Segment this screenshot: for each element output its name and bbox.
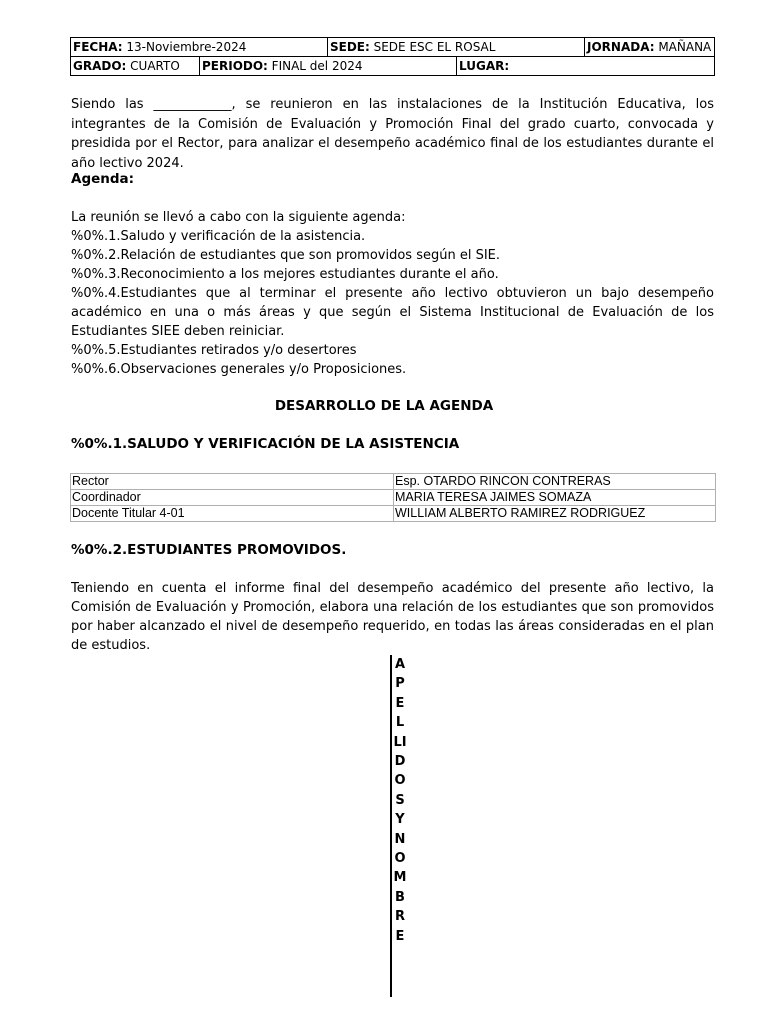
attendance-role: Docente Titular 4-01: [71, 506, 394, 522]
sede-cell: [328, 38, 585, 57]
header-row-1: [71, 38, 715, 57]
jornada-value: MAÑANA: [654, 40, 712, 54]
sede-label: SEDE:: [330, 40, 370, 54]
periodo-value: FINAL del 2024: [267, 59, 363, 73]
header-table: [70, 37, 715, 76]
attendance-role: Coordinador: [71, 490, 394, 506]
section2-title: %0%.2.ESTUDIANTES PROMOVIDOS.: [71, 542, 347, 558]
desarrollo-title: DESARROLLO DE LA AGENDA: [274, 398, 494, 414]
lugar-label: LUGAR:: [459, 59, 510, 73]
agenda-item-2: %0%.2.Relación de estudiantes que son promovidos según el SIE.: [71, 248, 501, 263]
agenda-item-4: %0%.4.Estudiantes que al terminar el presente año lectivo obtuvieron un bajo desempeño académico en una o más áreas y que según el Sistema Institucional de Evaluación de los Estudiantes SIEE deben reiniciar.: [71, 286, 714, 339]
attendance-role: Rector: [71, 474, 394, 490]
agenda-item-5: %0%.5.Estudiantes retirados y/o desertores: [71, 343, 357, 358]
agenda-item-6: %0%.6.Observaciones generales y/o Proposiciones.: [71, 362, 407, 377]
section1-title: %0%.1.SALUDO Y VERIFICACIÓN DE LA ASISTENCIA: [71, 436, 460, 452]
attendance-table: [70, 473, 716, 522]
lugar-cell: [457, 57, 715, 75]
table-left-border: [390, 655, 392, 997]
attendance-row: [71, 474, 716, 490]
jornada-label: JORNADA:: [587, 40, 655, 54]
attendance-row: [71, 490, 716, 506]
header-row-2: [71, 57, 715, 76]
attendance-name: Esp. OTARDO RINCON CONTRERAS: [394, 474, 716, 490]
agenda-title: Agenda:: [71, 171, 135, 187]
vertical-column-header: APELLIDOS Y NOMBRE: [393, 657, 407, 944]
agenda-item-1: %0%.1.Saludo y verificación de la asistencia.: [71, 229, 366, 244]
periodo-label: PERIODO:: [202, 59, 268, 73]
fecha-label: FECHA:: [73, 40, 123, 54]
grado-value: CUARTO: [126, 59, 180, 73]
agenda-lead: La reunión se llevó a cabo con la siguiente agenda:: [71, 210, 406, 225]
periodo-cell: [200, 57, 457, 75]
agenda-item-3: %0%.3.Reconocimiento a los mejores estudiantes durante el año.: [71, 267, 499, 282]
attendance-name: WILLIAM ALBERTO RAMIREZ RODRIGUEZ: [394, 506, 716, 522]
fecha-value: 13-Noviembre-2024: [122, 40, 247, 54]
attendance-name: MARIA TERESA JAIMES SOMAZA: [394, 490, 716, 506]
sede-value: SEDE ESC EL ROSAL: [369, 40, 496, 54]
grado-label: GRADO:: [73, 59, 127, 73]
grado-cell: [71, 57, 200, 75]
intro-paragraph: Siendo las ____________, se reunieron en las instalaciones de la Institución Educativa, los integrantes de la Comisión de Evaluación y Promoción Final del grado cuarto, convocada y presidida por el Rector, para analizar el desempeño académico final de los estudiantes durante el año lectivo 2024.: [71, 97, 714, 171]
jornada-cell: [585, 38, 715, 57]
section2-paragraph: Teniendo en cuenta el informe final del desempeño académico del presente año lectivo, la Comisión de Evaluación y Promoción, elabora una relación de los estudiantes que son promovidos por haber alcanzado el nivel de desempeño requerido, en todas las áreas consideradas en el plan de estudios.: [71, 581, 714, 653]
fecha-cell: [71, 38, 328, 57]
attendance-row: [71, 506, 716, 522]
